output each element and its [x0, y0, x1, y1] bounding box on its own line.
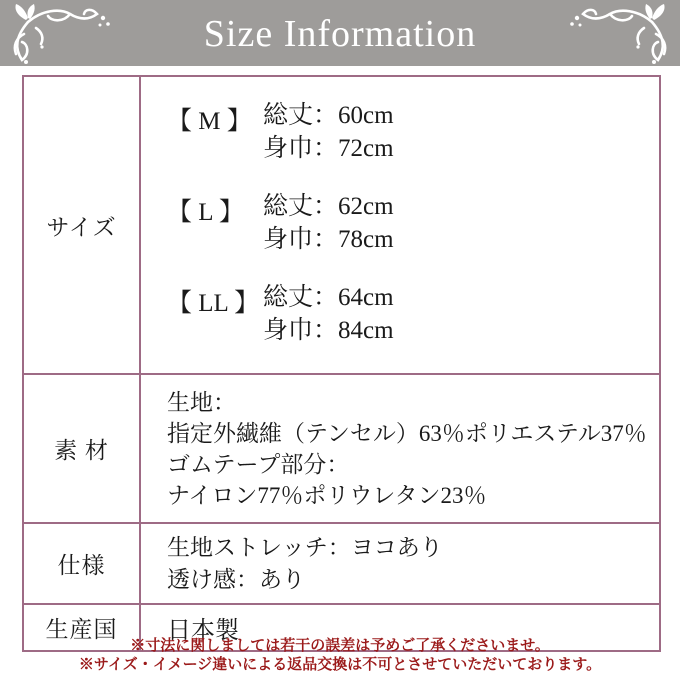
row-label-spec: 仕様 [23, 523, 140, 604]
page-title: Size Information [203, 13, 477, 55]
size-m-length: 総丈：60cm [263, 102, 394, 129]
size-block-ll [167, 281, 658, 347]
spec-line-2: 透け感：あり [167, 566, 305, 592]
table-row-material [23, 374, 660, 523]
size-info-table [22, 75, 661, 652]
row-label-country: 生産国 [23, 604, 140, 651]
table-row-size [23, 76, 660, 374]
country-value-cell: 日本製 [140, 604, 660, 651]
size-measures-l [263, 190, 394, 256]
table-row-spec [23, 523, 660, 604]
flourish-ornament-right-icon [562, 4, 674, 64]
size-l-length: 総丈：62cm [263, 193, 394, 220]
size-name-ll: 【 LL 】 [167, 290, 260, 317]
footnotes [0, 637, 680, 675]
footnote-no-returns: ※サイズ・イメージ違いによる返品交換は不可とさせていただいております。 [78, 657, 602, 673]
size-name-l: 【 L 】 [167, 199, 244, 226]
material-line-1: 生地： [167, 389, 236, 415]
material-line-3: ゴムテープ部分： [167, 451, 350, 477]
size-values-cell [140, 76, 660, 374]
row-label-material: 素 材 [23, 374, 140, 523]
size-ll-width: 身巾：84cm [263, 317, 394, 344]
row-label-size: サイズ [23, 76, 140, 374]
spec-values-cell [140, 523, 660, 604]
size-m-width: 身巾：72cm [263, 135, 394, 162]
spec-line-1: 生地ストレッチ：ヨコあり [167, 534, 443, 560]
size-block-l [167, 190, 658, 256]
size-measures-ll [263, 281, 394, 347]
size-name-m: 【 M 】 [167, 108, 252, 135]
material-line-2: 指定外繊維（テンセル）63％ポリエステル37％ [167, 420, 647, 446]
size-ll-length: 総丈：64cm [263, 284, 394, 311]
size-measures-m [263, 99, 394, 165]
size-l-width: 身巾：78cm [263, 226, 394, 253]
material-line-4: ナイロン77％ポリウレタン23％ [167, 482, 487, 508]
material-values-cell [140, 374, 660, 523]
header-banner [0, 0, 680, 66]
footnote-measurement-tolerance: ※寸法に関しましては若干の誤差は予めご了承くださいませ。 [130, 638, 550, 654]
size-block-m [167, 99, 658, 165]
